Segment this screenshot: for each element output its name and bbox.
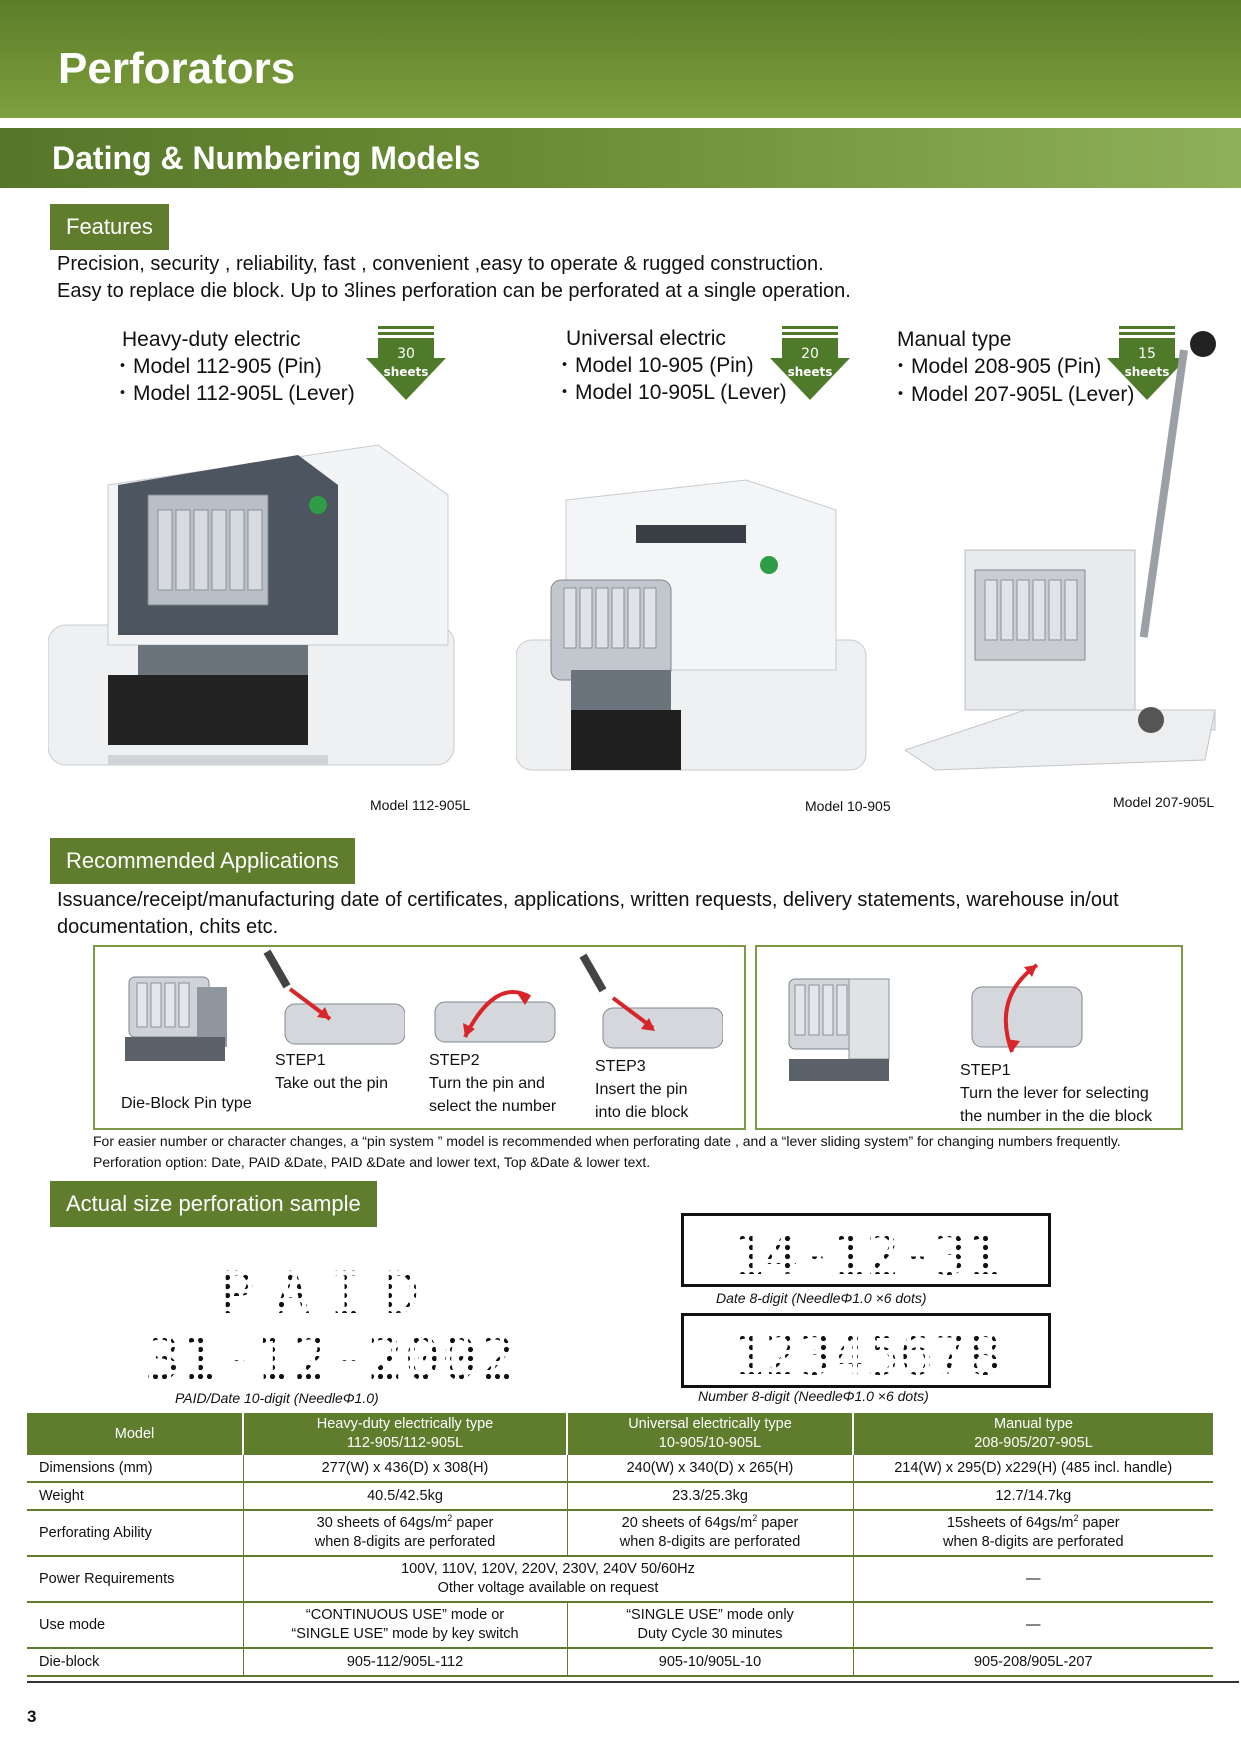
step3-title: STEP3 — [595, 1058, 646, 1075]
paid-caption: PAID/Date 10-digit (NeedleΦ1.0) — [175, 1390, 379, 1406]
cell: 30 sheets of $64gs/m^2$ paper when 8-digits are perforated — [243, 1510, 567, 1556]
footer-divider — [27, 1681, 1239, 1683]
step2-pin-image — [425, 977, 565, 1047]
paid-date: 31-12-2002 — [144, 1324, 516, 1385]
header-universal: Universal electrically type 10-905/10-905L — [567, 1413, 853, 1455]
model-1-pin: ・Model 112-905 (Pin) — [112, 355, 322, 378]
date-display-value: 14-12-31 — [731, 1223, 1001, 1284]
applications-text-1: Issuance/receipt/manufacturing date of certificates, applications, written requests, delivery statements, warehouse in/out — [57, 889, 1119, 911]
step3-pin-image — [573, 953, 723, 1053]
page-number: 3 — [27, 1707, 37, 1726]
sheets-unit-2: sheets — [787, 365, 833, 379]
model-2-lever: ・Model 10-905L (Lever) — [554, 381, 787, 404]
pin-type-steps-panel — [93, 945, 746, 1130]
cell: 905-10/905L-10 — [567, 1648, 853, 1676]
cell: 905-208/905L-207 — [853, 1648, 1213, 1676]
paid-word: PAID — [220, 1259, 440, 1327]
cell: 20 sheets of $64gs/m^2$ paper when 8-digits are perforated — [567, 1510, 853, 1556]
manual-perforator-image — [905, 330, 1235, 790]
specification-table — [27, 1413, 1213, 1677]
table-row — [27, 1602, 1213, 1648]
header-model: Model — [27, 1413, 243, 1455]
table-row — [27, 1482, 1213, 1510]
cell: “CONTINUOUS USE” mode or “SINGLE USE” mode by key switch — [243, 1602, 567, 1648]
model-3-caption: Model 207-905L — [1113, 794, 1215, 810]
page-subtitle: Dating & Numbering Models — [52, 140, 481, 176]
model-1-lever: ・Model 112-905L (Lever) — [112, 382, 355, 405]
step1-title: STEP1 — [275, 1052, 326, 1069]
cell: 23.3/25.3kg — [567, 1482, 853, 1510]
sheets-count-1: 30 — [397, 346, 415, 362]
cell: 214(W) x 295(D) x229(H) (485 incl. handle) — [853, 1455, 1213, 1482]
number-display-value: 12345678 — [731, 1323, 1001, 1385]
cell: 40.5/42.5kg — [243, 1482, 567, 1510]
features-line-2: Easy to replace die block. Up to 3lines perforation can be perforated at a single operation. — [57, 280, 851, 302]
cell: 905-112/905L-112 — [243, 1648, 567, 1676]
row-label: Use mode — [27, 1602, 243, 1648]
cell: 12.7/14.7kg — [853, 1482, 1213, 1510]
row-label: Dimensions (mm) — [27, 1455, 243, 1482]
heavy-duty-perforator-image — [48, 425, 468, 775]
model-3-pin: ・Model 208-905 (Pin) — [890, 355, 1102, 378]
sub-banner — [0, 128, 1241, 188]
header-heavy-duty: Heavy-duty electrically type 112-905/112-905L — [243, 1413, 567, 1455]
sheets-count-2: 20 — [801, 346, 819, 362]
die-block-pin-image — [119, 957, 239, 1077]
lever-step1-image — [962, 957, 1092, 1057]
cell: 15sheets of $64gs/m^2$ paper when 8-digits are perforated — [853, 1510, 1213, 1556]
model-1-caption: Model 112-905L — [370, 797, 471, 813]
step1-pin-image — [255, 949, 405, 1049]
step3-desc-1: Insert the pin — [595, 1081, 688, 1098]
cell: — — [853, 1602, 1213, 1648]
date-caption: Date 8-digit (NeedleΦ1.0 ×6 dots) — [716, 1290, 927, 1306]
table-row — [27, 1556, 1213, 1602]
header-manual: Manual type 208-905/207-905L — [853, 1413, 1213, 1455]
model-2-type: Universal electric — [566, 327, 726, 350]
step2-title: STEP2 — [429, 1052, 480, 1069]
features-line-1: Precision, security , reliability, fast , convenient ,easy to operate & rugged construction. — [57, 253, 824, 275]
paid-date-dot-sample — [115, 1255, 545, 1385]
model-1-type: Heavy-duty electric — [122, 328, 301, 351]
applications-note-2: Perforation option: Date, PAID &Date, PAID &Date and lower text, Top &Date & lower text. — [93, 1154, 651, 1170]
cell: “SINGLE USE” mode only Duty Cycle 30 minutes — [567, 1602, 853, 1648]
row-label: Power Requirements — [27, 1556, 243, 1602]
step1-desc: Take out the pin — [275, 1075, 388, 1092]
page-title: Perforators — [58, 44, 296, 93]
sheets-unit-3: sheets — [1124, 365, 1170, 379]
number-caption: Number 8-digit (NeedleΦ1.0 ×6 dots) — [698, 1388, 929, 1404]
table-row — [27, 1455, 1213, 1482]
sheets-unit-1: sheets — [383, 365, 429, 379]
lever-type-steps-panel — [755, 945, 1183, 1130]
sample-heading: Actual size perforation sample — [50, 1181, 377, 1227]
model-2-caption: Model 10-905 — [805, 798, 891, 814]
lever-step1-title: STEP1 — [960, 1062, 1011, 1079]
applications-text-2: documentation, chits etc. — [57, 916, 279, 938]
date-dot-display — [681, 1213, 1051, 1287]
features-heading: Features — [50, 204, 169, 250]
sheets-badge-2 — [770, 326, 850, 400]
sheets-count-3: 15 — [1138, 346, 1156, 362]
table-row — [27, 1648, 1213, 1676]
lever-step1-desc-2: the number in the die block — [960, 1108, 1153, 1125]
step2-desc-2: select the number — [429, 1098, 557, 1115]
die-block-label: Die-Block Pin type — [121, 1095, 252, 1112]
step3-desc-2: into die block — [595, 1104, 689, 1121]
row-label: Die-block — [27, 1648, 243, 1676]
table-row — [27, 1510, 1213, 1556]
model-3-lever: ・Model 207-905L (Lever) — [890, 383, 1135, 406]
step2-desc-1: Turn the pin and — [429, 1075, 545, 1092]
number-dot-display — [681, 1313, 1051, 1388]
model-3-type: Manual type — [897, 328, 1012, 351]
applications-note-1: For easier number or character changes, a “pin system ” model is recommended when perforating date , and a “lever sliding system” for changing numbers frequently. — [93, 1133, 1121, 1149]
sheets-badge-1 — [366, 326, 446, 400]
die-block-lever-image — [779, 959, 899, 1089]
cell: 277(W) x 436(D) x 308(H) — [243, 1455, 567, 1482]
applications-heading: Recommended Applications — [50, 838, 355, 884]
model-2-pin: ・Model 10-905 (Pin) — [554, 354, 754, 377]
top-banner — [0, 0, 1241, 118]
row-label: Weight — [27, 1482, 243, 1510]
table-header-row — [27, 1413, 1213, 1455]
cell: 240(W) x 340(D) x 265(H) — [567, 1455, 853, 1482]
cell: 100V, 110V, 120V, 220V, 230V, 240V 50/60Hz Other voltage available on request — [243, 1556, 853, 1602]
lever-step1-desc-1: Turn the lever for selecting — [960, 1085, 1149, 1102]
universal-perforator-image — [516, 470, 876, 780]
cell: — — [853, 1556, 1213, 1602]
row-label: Perforating Ability — [27, 1510, 243, 1556]
